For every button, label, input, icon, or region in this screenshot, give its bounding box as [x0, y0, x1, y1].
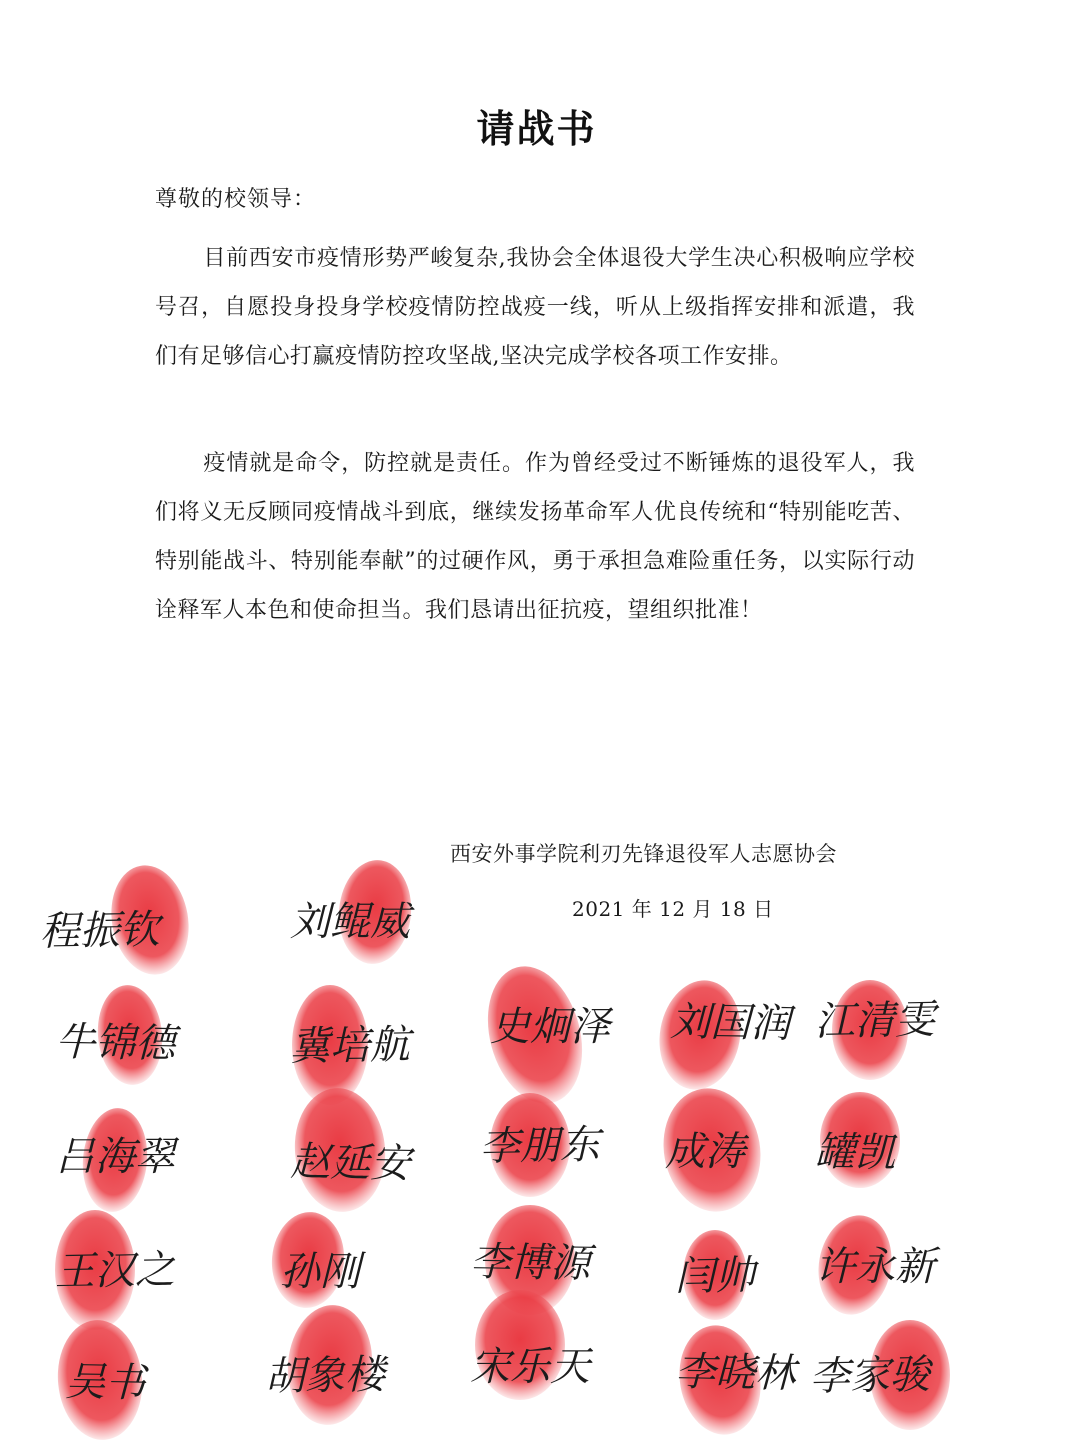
paragraph-1: 目前西安市疫情形势严峻复杂,我协会全体退役大学生决心积极响应学校号召，自愿投身投身学校疫情防控战疫一线，听从上级指挥安排和派遣，我们有足够信心打赢疫情防控攻坚战,坚决完成学校各项工作安排。	[155, 246, 915, 369]
signature-name: 吴书	[64, 1359, 146, 1407]
signature-name: 刘鲲威	[290, 899, 410, 945]
signature-name: 罐凯	[814, 1129, 896, 1177]
signature-name: 李博源	[469, 1239, 591, 1288]
signature-name: 程振钦	[39, 906, 161, 955]
greeting: 尊敬的校领导：	[155, 187, 317, 212]
signature-name: 李晓林	[674, 1349, 796, 1398]
signature-name: 李朋东	[479, 1121, 601, 1170]
signature-name: 吕海翠	[55, 1134, 175, 1180]
organization-name: 西安外事学院利刃先锋退役军人志愿协会	[450, 842, 837, 866]
signature-name: 史炯泽	[490, 1004, 610, 1050]
signature-name: 李家骏	[809, 1351, 931, 1400]
signature-name: 成涛	[665, 1129, 745, 1175]
signature-name: 胡象楼	[264, 1351, 386, 1400]
document-date: 2021 年 12 月 18 日	[572, 897, 774, 921]
signature-name: 刘国润	[669, 999, 791, 1048]
signature-name: 牛锦德	[54, 1019, 176, 1068]
signature-name: 孙刚	[280, 1249, 360, 1295]
signature-name: 许永新	[815, 1244, 935, 1290]
paragraph-2: 疫情就是命令，防控就是责任。作为曾经受过不断锤炼的退役军人，我们将义无反顾同疫情战斗到底，继续发扬革命军人优良传统和“特别能吃苦、特别能战斗、特别能奉献”的过硬作风，勇于承担急难险重任务，以实际行动诠释军人本色和使命担当。我们恳请出征抗疫，望组织批准！	[155, 451, 915, 623]
signature-name: 江清雯	[814, 996, 936, 1045]
signature-name: 赵延安	[289, 1139, 411, 1188]
signature-name: 闫帅	[674, 1252, 756, 1300]
signature-name: 王汉之	[54, 1246, 176, 1295]
signature-name: 宋乐天	[470, 1344, 590, 1390]
document-title: 请战书	[476, 106, 597, 151]
signature-name: 冀培航	[289, 1021, 411, 1070]
